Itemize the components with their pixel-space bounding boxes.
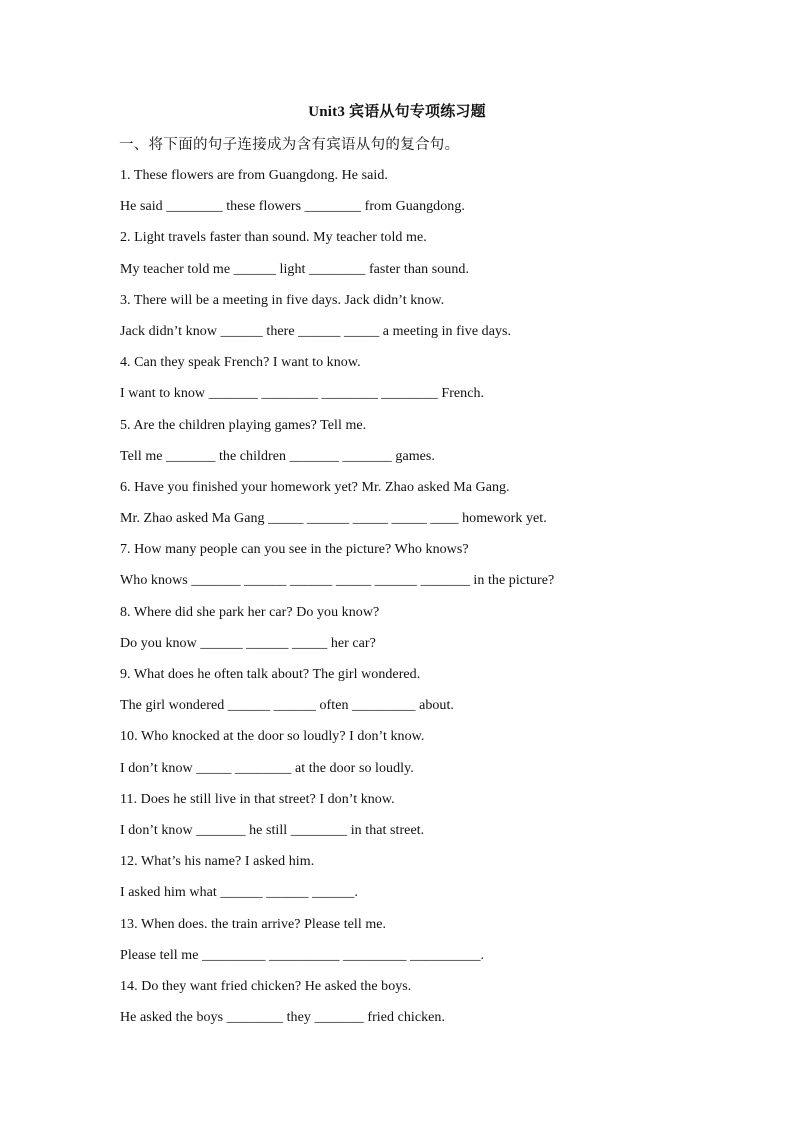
exercise-line: Jack didn’t know ______ there ______ _____ a meeting in five days. bbox=[120, 323, 512, 339]
exercise-line: 4. Can they speak French? I want to know. bbox=[120, 355, 361, 371]
exercise-line: Please tell me _________ __________ _________ __________. bbox=[120, 947, 485, 963]
exercise-line: 7. How many people can you see in the picture? Who knows? bbox=[120, 542, 469, 558]
exercise-list bbox=[120, 166, 680, 1039]
exercise-line: I asked him what ______ ______ ______. bbox=[120, 885, 358, 901]
exercise-line: 12. What’s his name? I asked him. bbox=[120, 854, 315, 870]
exercise-line: 2. Light travels faster than sound. My teacher told me. bbox=[120, 230, 427, 246]
exercise-line: He said ________ these flowers ________ from Guangdong. bbox=[120, 199, 465, 215]
exercise-line: 6. Have you finished your homework yet? Mr. Zhao asked Ma Gang. bbox=[120, 479, 510, 495]
exercise-line: 9. What does he often talk about? The girl wondered. bbox=[120, 667, 421, 682]
exercise-line: Do you know ______ ______ _____ her car? bbox=[120, 635, 376, 651]
exercise-line: Who knows _______ ______ ______ _____ ______ _______ in the picture? bbox=[120, 573, 555, 589]
exercise-line: The girl wondered ______ ______ often _________ about. bbox=[120, 698, 454, 714]
exercise-line: I don’t know _______ he still ________ in that street. bbox=[120, 822, 425, 838]
exercise-line: He asked the boys ________ they _______ fried chicken. bbox=[120, 1010, 446, 1026]
section-heading: 一、将下面的句子连接成为含有宾语从句的复合句。 bbox=[119, 137, 460, 153]
exercise-line: 14. Do they want fried chicken? He asked the boys. bbox=[120, 978, 412, 994]
exercise-line: 5. Are the children playing games? Tell me. bbox=[120, 417, 367, 433]
exercise-line: 1. These flowers are from Guangdong. He said. bbox=[120, 168, 388, 183]
exercise-line: 3. There will be a meeting in five days. Jack didn’t know. bbox=[120, 292, 445, 308]
exercise-line: My teacher told me ______ light ________ faster than sound. bbox=[120, 261, 469, 277]
exercise-line: Mr. Zhao asked Ma Gang _____ ______ _____ _____ ____ homework yet. bbox=[120, 511, 547, 527]
worksheet-title: Unit3 宾语从句专项练习题 bbox=[308, 104, 486, 120]
exercise-line: 13. When does. the train arrive? Please tell me. bbox=[120, 916, 387, 932]
exercise-line: Tell me _______ the children _______ _______ games. bbox=[120, 448, 435, 464]
exercise-line: 11. Does he still live in that street? I don’t know. bbox=[120, 791, 395, 807]
exercise-line: 8. Where did she park her car? Do you know? bbox=[120, 604, 380, 620]
exercise-line: I want to know _______ ________ ________ ________ French. bbox=[120, 386, 485, 402]
exercise-line: 10. Who knocked at the door so loudly? I don’t know. bbox=[120, 729, 425, 745]
exercise-line: I don’t know _____ ________ at the door so loudly. bbox=[120, 760, 414, 776]
